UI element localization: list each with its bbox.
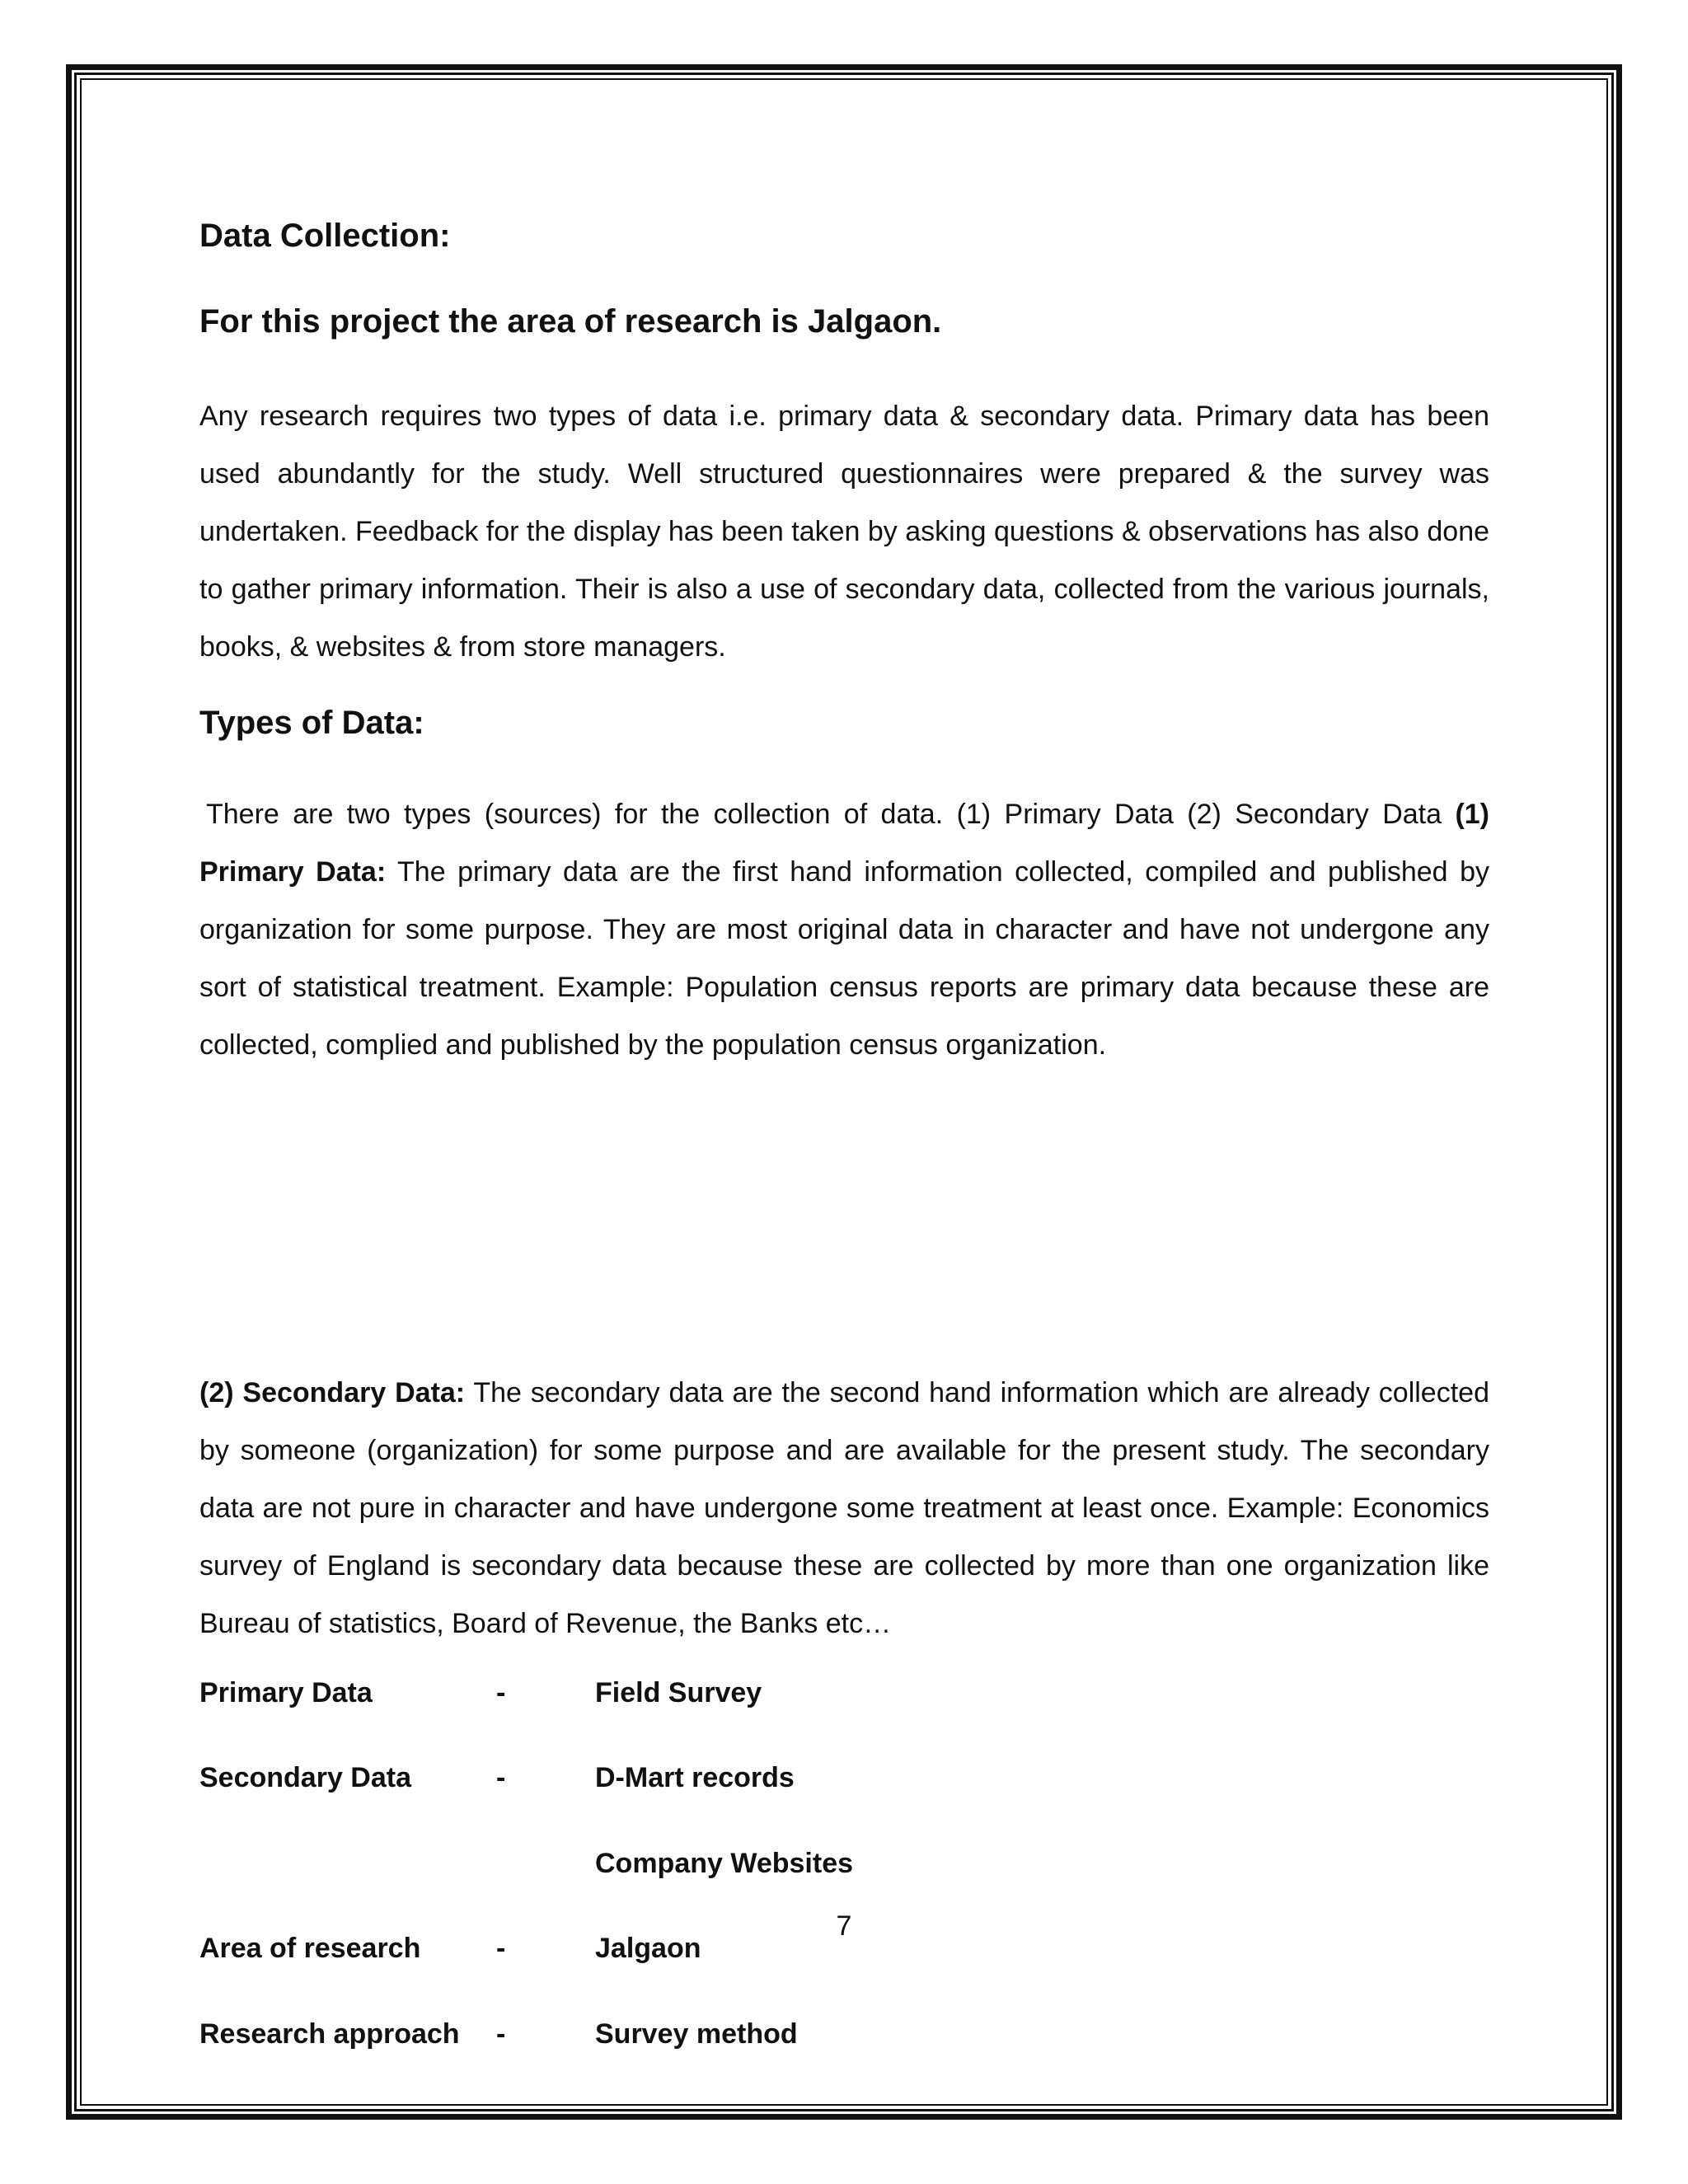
summary-value: D-Mart records <box>595 1762 795 1793</box>
paragraph-intro: Any research requires two types of data i.e. primary data & secondary data. Primary data has been used abundantly for the study. Well structured questionnaires were prepared & the survey was undertaken. Feedback for the display has been taken by asking questions & observations has also done to gather primary information. Their is also a use of secondary data, collected from the various journals, books, & websites & from store managers. <box>199 401 1490 663</box>
summary-label: Area of research <box>199 1933 421 1964</box>
summary-value: Company Websites <box>595 1848 854 1879</box>
summary-dash: - <box>496 2018 506 2050</box>
primary-data-label: (1) Primary Data: <box>199 799 1489 888</box>
secondary-data-text: The secondary data are the second hand information which are already collected by someone (organization) for some purpose and are available for the present study. The secondary data are not pure in character and have undergone some treatment at least once. Example: Economics survey of England is secondary data because these are collected by more than one organization like Bureau of statistics, Board of Revenue, the Banks etc… <box>199 1377 1489 1639</box>
paragraph-types-and-primary <box>199 785 1489 1074</box>
primary-data-text: The primary data are the first hand information collected, compiled and published by organization for some purpose. They are most original data in character and have not undergone any sort of statistical treatment. Example: Population census reports are primary data because these are collected, complied and published by the population census organization. <box>199 856 1489 1061</box>
secondary-data-label: (2) Secondary Data: <box>199 1377 466 1408</box>
paragraph-secondary <box>199 1364 1489 1652</box>
summary-label: Primary Data <box>199 1677 373 1708</box>
page-number: 7 <box>836 1910 852 1942</box>
heading-data-collection: Data Collection: <box>199 218 451 254</box>
summary-row <box>199 1762 1189 1803</box>
summary-value: Field Survey <box>595 1677 762 1708</box>
summary-row <box>199 1848 1189 1889</box>
summary-dash: - <box>496 1933 506 1964</box>
heading-project-area: For this project the area of research is Jalgaon. <box>199 303 942 340</box>
summary-row <box>199 2018 1189 2060</box>
summary-label: Research approach <box>199 2018 460 2050</box>
summary-value: Survey method <box>595 2018 798 2050</box>
types-lead-text: There are two types (sources) for the collection of data. (1) Primary Data (2) Secondary Data <box>206 799 1442 830</box>
heading-types-of-data: Types of Data: <box>199 705 424 741</box>
summary-dash: - <box>496 1677 506 1708</box>
summary-value: Jalgaon <box>595 1933 701 1964</box>
summary-label: Secondary Data <box>199 1762 411 1793</box>
summary-dash: - <box>496 1762 506 1793</box>
summary-row <box>199 1677 1189 1718</box>
